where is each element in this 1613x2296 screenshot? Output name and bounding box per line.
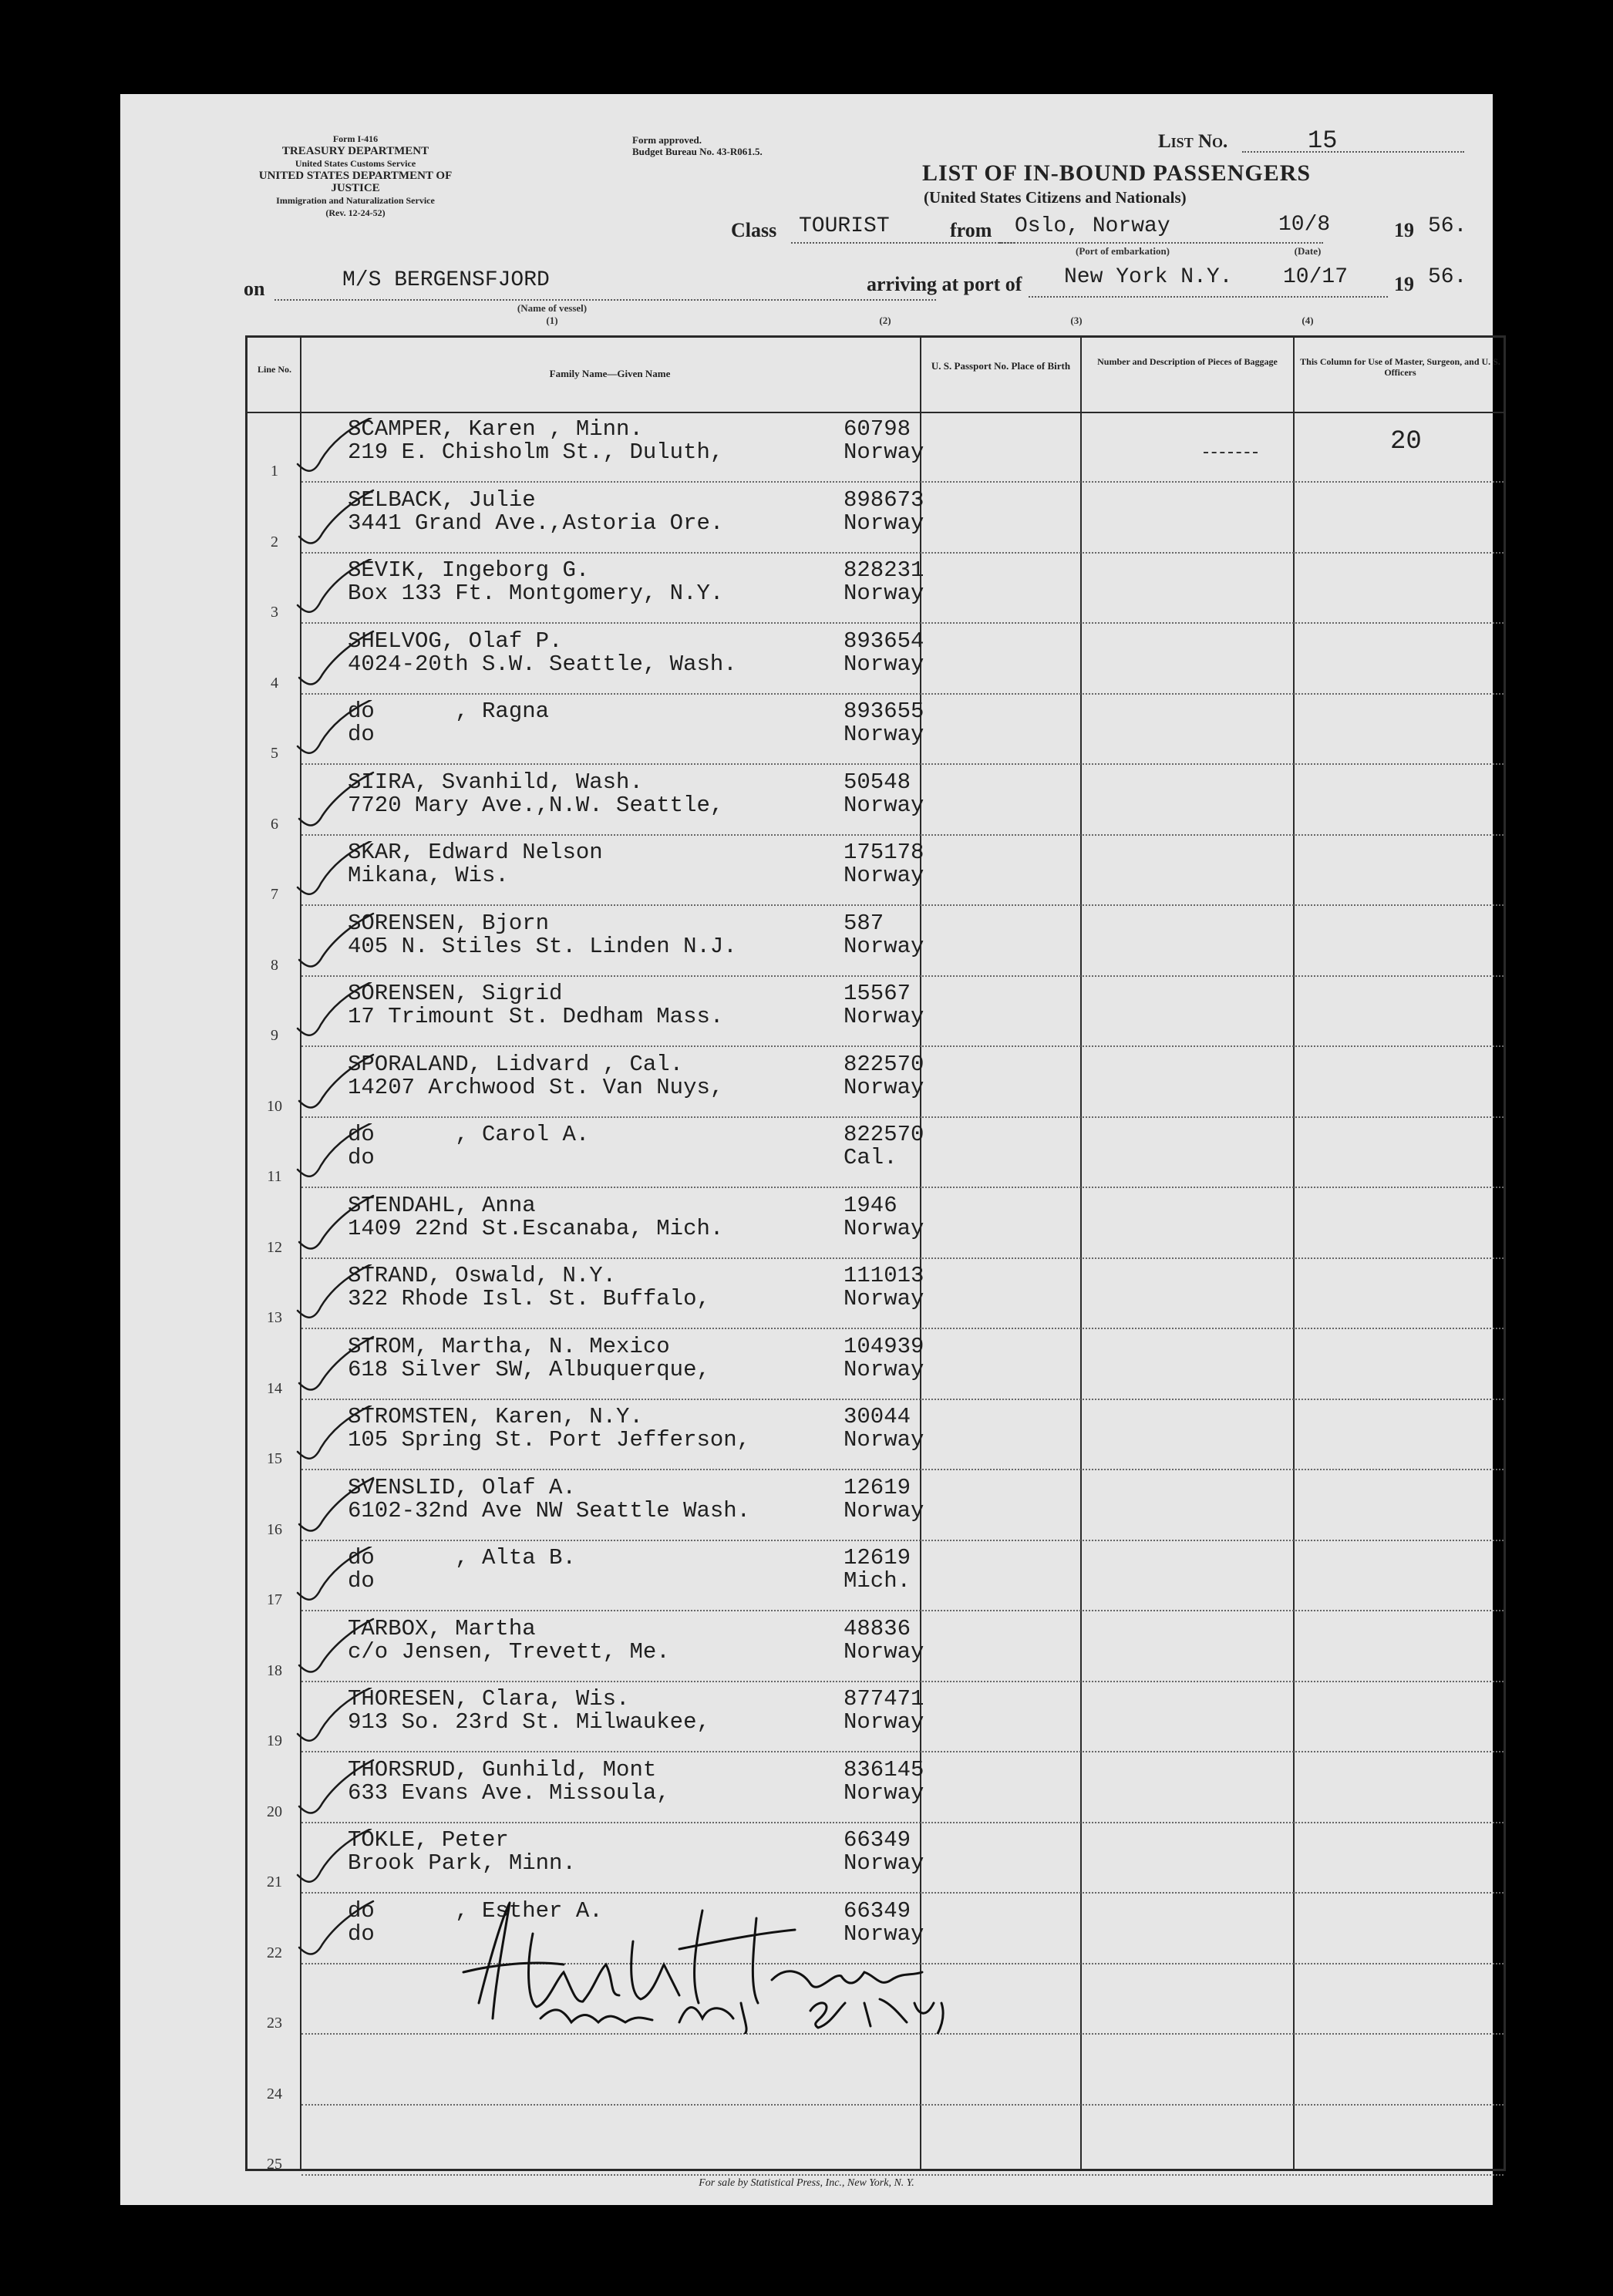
table-row — [248, 1190, 1504, 1261]
col-header-baggage: Number and Description of Pieces of Baggage — [1097, 356, 1278, 367]
passenger-name: do , Ragna — [348, 699, 550, 724]
table-row — [248, 2036, 1504, 2107]
passenger-address: 17 Trimount St. Dedham Mass. — [348, 1004, 724, 1029]
port-caption: (Port of embarkation) — [1075, 245, 1170, 257]
check-mark-icon — [290, 1053, 375, 1115]
passenger-address: Mikana, Wis. — [348, 863, 509, 888]
table-row — [248, 1824, 1504, 1895]
check-mark-icon — [290, 1900, 375, 1961]
place-of-birth: Cal. — [844, 1145, 897, 1170]
officer-note: 20 — [1390, 427, 1422, 456]
row-rule — [301, 1187, 1504, 1188]
table-row — [248, 1119, 1504, 1190]
line-number: 13 — [267, 1309, 282, 1326]
line-number: 15 — [267, 1450, 282, 1467]
passenger-name: THORSRUD, Gunhild, Mont — [348, 1756, 657, 1783]
passenger-address: do — [348, 1568, 375, 1594]
passenger-name: STENDAHL, Anna — [348, 1192, 536, 1218]
col-num-3: (3) — [1070, 315, 1083, 326]
table-row — [248, 413, 1504, 484]
row-rule — [301, 622, 1504, 624]
row-rule — [301, 2104, 1504, 2106]
line-number: 14 — [267, 1379, 282, 1397]
list-no-label: List No. — [1158, 131, 1228, 152]
vessel-name: M/S BERGENSFJORD — [342, 268, 550, 292]
arrival-date: 10/17 — [1283, 265, 1349, 289]
check-mark-icon — [290, 1829, 375, 1890]
check-mark-icon — [290, 489, 375, 550]
form-department-block — [236, 133, 475, 219]
arrival-port: New York N.Y. — [1064, 265, 1233, 289]
line-number: 10 — [267, 1097, 282, 1115]
from-value: Oslo, Norway — [1015, 214, 1170, 238]
class-label: Class — [731, 219, 777, 241]
arrival-line — [1029, 296, 1388, 298]
col-num-4: (4) — [1302, 315, 1314, 326]
line-number: 17 — [267, 1591, 282, 1608]
passenger-name: do , Esther A. — [348, 1897, 603, 1924]
col-header-line-no: Line No. — [257, 364, 291, 375]
passenger-address: 7720 Mary Ave.,N.W. Seattle, — [348, 792, 724, 818]
passenger-address: 105 Spring St. Port Jefferson, — [348, 1427, 751, 1453]
passport-number: 175178 — [844, 840, 924, 865]
passport-number: 587 — [844, 910, 884, 936]
row-rule — [301, 1681, 1504, 1682]
passport-number: 66349 — [844, 1827, 911, 1853]
budget-bureau: Budget Bureau No. 43-R061.5. — [632, 146, 763, 157]
arrival-year: 56. — [1428, 265, 1467, 289]
place-of-birth: Norway — [844, 581, 924, 606]
line-number: 25 — [267, 2156, 282, 2173]
passenger-address: 219 E. Chisholm St., Duluth, — [348, 439, 724, 465]
passenger-name: STROMSTEN, Karen, N.Y. — [348, 1404, 643, 1429]
col-header-name: Family Name—Given Name — [549, 368, 671, 379]
table-row — [248, 1260, 1504, 1331]
passenger-address: 6102-32nd Ave NW Seattle Wash. — [348, 1497, 751, 1523]
check-mark-icon — [290, 1618, 375, 1679]
row-rule — [301, 1751, 1504, 1752]
line-number: 22 — [267, 1944, 282, 1961]
row-rule — [301, 1045, 1504, 1047]
row-rule — [301, 1328, 1504, 1329]
passenger-name: STROM, Martha, N. Mexico — [348, 1333, 670, 1359]
passport-number: 111013 — [844, 1263, 924, 1288]
year-prefix: 19 — [1394, 219, 1414, 241]
line-number: 11 — [267, 1168, 282, 1185]
passenger-name: SCAMPER, Karen , Minn. — [348, 416, 643, 442]
place-of-birth: Norway — [844, 722, 924, 747]
line-number: 18 — [267, 1661, 282, 1679]
passport-number: 893654 — [844, 628, 924, 654]
passport-number: 12619 — [844, 1545, 911, 1571]
passenger-address: 4024-20th S.W. Seattle, Wash. — [348, 651, 737, 677]
table-row — [248, 1401, 1504, 1472]
line-number: 21 — [267, 1873, 282, 1890]
passenger-address: 1409 22nd St.Escanaba, Mich. — [348, 1215, 724, 1241]
customs-service: United States Customs Service — [295, 158, 416, 169]
line-number: 7 — [271, 886, 278, 903]
passenger-address: 405 N. Stiles St. Linden N.J. — [348, 933, 737, 959]
check-mark-icon — [290, 841, 375, 903]
passenger-address: c/o Jensen, Trevett, Me. — [348, 1638, 670, 1665]
check-mark-icon — [290, 912, 375, 974]
place-of-birth: Norway — [844, 1921, 924, 1947]
passport-number: 1946 — [844, 1192, 897, 1218]
page-subtitle: (United States Citizens and Nationals) — [924, 188, 1187, 207]
col-header-officers: This Column for Use of Master, Surgeon, and U. S. Officers — [1300, 356, 1500, 378]
place-of-birth: Norway — [844, 792, 924, 818]
table-row — [248, 766, 1504, 837]
passenger-name: SIIRA, Svanhild, Wash. — [348, 769, 643, 795]
passport-number: 898673 — [844, 486, 924, 513]
vessel-caption: (Name of vessel) — [517, 302, 588, 314]
line-number: 24 — [267, 2085, 282, 2102]
arrival-year-prefix: 19 — [1394, 273, 1414, 295]
from-line — [999, 242, 1323, 244]
passport-number: 50548 — [844, 769, 911, 795]
passport-number: 60798 — [844, 416, 911, 442]
check-mark-icon — [290, 1194, 375, 1256]
passport-number: 12619 — [844, 1474, 911, 1500]
check-mark-icon — [290, 1123, 375, 1185]
place-of-birth: Norway — [844, 863, 924, 888]
passenger-name: SHELVOG, Olaf P. — [348, 628, 563, 654]
line-number: 4 — [271, 674, 278, 692]
place-of-birth: Norway — [844, 1356, 924, 1382]
table-row — [248, 1754, 1504, 1825]
passenger-name: THORESEN, Clara, Wis. — [348, 1686, 630, 1712]
table-row — [248, 1683, 1504, 1754]
line-number: 1 — [271, 463, 278, 480]
passenger-name: SORENSEN, Bjorn — [348, 910, 550, 936]
check-mark-icon — [290, 700, 375, 762]
place-of-birth: Norway — [844, 1638, 924, 1665]
passport-number: 828231 — [844, 557, 924, 583]
table-row — [248, 1542, 1504, 1613]
passenger-name: TARBOX, Martha — [348, 1615, 536, 1641]
passport-number: 893655 — [844, 699, 924, 724]
place-of-birth: Norway — [844, 1427, 924, 1453]
approval-block — [632, 134, 817, 157]
place-of-birth: Norway — [844, 1286, 924, 1311]
table-row — [248, 484, 1504, 555]
passenger-address: 3441 Grand Ave.,Astoria Ore. — [348, 510, 724, 536]
row-rule — [301, 1822, 1504, 1823]
place-of-birth: Norway — [844, 1497, 924, 1523]
line-number: 9 — [271, 1027, 278, 1044]
passenger-name: STRAND, Oswald, N.Y. — [348, 1263, 617, 1288]
place-of-birth: Norway — [844, 933, 924, 959]
line-number: 19 — [267, 1732, 282, 1749]
row-rule — [301, 763, 1504, 765]
passenger-address: do — [348, 1145, 375, 1170]
passenger-address: 633 Evans Ave. Missoula, — [348, 1779, 670, 1806]
row-rule — [301, 904, 1504, 906]
table-row — [248, 2106, 1504, 2177]
table-row — [248, 1049, 1504, 1119]
table-row — [248, 554, 1504, 625]
class-line — [791, 242, 1015, 244]
table-row — [248, 978, 1504, 1049]
passport-number: 836145 — [844, 1756, 924, 1783]
passenger-name: do , Alta B. — [348, 1545, 576, 1571]
place-of-birth: Norway — [844, 651, 924, 677]
table-row — [248, 1472, 1504, 1543]
vessel-line — [274, 299, 936, 301]
check-mark-icon — [290, 1406, 375, 1467]
check-mark-icon — [290, 771, 375, 833]
passport-number: 104939 — [844, 1333, 924, 1359]
col-num-1: (1) — [546, 315, 558, 326]
table-row — [248, 907, 1504, 978]
row-rule — [301, 2174, 1504, 2176]
check-mark-icon — [290, 1264, 375, 1326]
passenger-name: SORENSEN, Sigrid — [348, 981, 563, 1006]
passenger-address: do — [348, 1921, 375, 1947]
check-mark-icon — [290, 1335, 375, 1397]
date-caption: (Date) — [1294, 245, 1322, 257]
form-approved: Form approved. — [632, 134, 702, 146]
passenger-name: SPORALAND, Lidvard , Cal. — [348, 1051, 684, 1077]
check-mark-icon — [290, 1759, 375, 1820]
check-mark-icon — [290, 559, 375, 621]
passenger-name: do , Carol A. — [348, 1122, 590, 1147]
line-number: 23 — [267, 2015, 282, 2032]
passport-number: 30044 — [844, 1404, 911, 1429]
passenger-name: SEVIK, Ingeborg G. — [348, 557, 590, 583]
check-mark-icon — [290, 630, 375, 692]
check-mark-icon — [290, 982, 375, 1044]
passenger-address: 322 Rhode Isl. St. Buffalo, — [348, 1286, 710, 1311]
row-rule — [301, 1540, 1504, 1541]
check-mark-icon — [290, 1547, 375, 1608]
inspector-signature — [448, 1887, 972, 2034]
row-rule — [301, 1610, 1504, 1611]
row-rule — [301, 1257, 1504, 1259]
table-row — [248, 625, 1504, 696]
place-of-birth: Norway — [844, 1709, 924, 1735]
arriving-label: arriving at port of — [867, 273, 1022, 295]
departure-date: 10/8 — [1278, 213, 1331, 237]
passport-number: 822570 — [844, 1051, 924, 1077]
passenger-name: SVENSLID, Olaf A. — [348, 1474, 576, 1500]
row-rule — [301, 552, 1504, 554]
table-row — [248, 1613, 1504, 1684]
place-of-birth: Norway — [844, 439, 924, 465]
check-mark-icon — [290, 1688, 375, 1749]
line-number: 5 — [271, 745, 278, 762]
passport-number: 66349 — [844, 1897, 911, 1924]
place-of-birth: Norway — [844, 510, 924, 536]
row-rule — [301, 1469, 1504, 1470]
line-number: 16 — [267, 1520, 282, 1538]
year-value: 56. — [1428, 214, 1467, 238]
line-number: 6 — [271, 815, 278, 833]
table-row — [248, 695, 1504, 766]
line-number: 3 — [271, 604, 278, 621]
passenger-name: TOKLE, Peter — [348, 1827, 509, 1853]
passport-number: 15567 — [844, 981, 911, 1006]
line-number: 2 — [271, 533, 278, 550]
col-num-2: (2) — [879, 315, 891, 326]
form-number: Form I-416 — [332, 133, 379, 144]
passenger-table — [245, 335, 1506, 2171]
passenger-name: SELBACK, Julie — [348, 486, 536, 513]
footer-printer: For sale by Statistical Press, Inc., New York, N. Y. — [699, 2177, 914, 2189]
manifest-page — [120, 94, 1500, 2205]
justice-dept: UNITED STATES DEPARTMENT OF JUSTICE — [258, 170, 453, 194]
place-of-birth: Norway — [844, 1215, 924, 1241]
passport-number: 48836 — [844, 1615, 911, 1641]
line-number: 8 — [271, 956, 278, 974]
treasury-dept: TREASURY DEPARTMENT — [281, 145, 429, 157]
passenger-address: Box 133 Ft. Montgomery, N.Y. — [348, 581, 724, 606]
passport-number: 877471 — [844, 1686, 924, 1712]
list-no-value: 15 — [1308, 126, 1338, 155]
passenger-address: 618 Silver SW, Albuquerque, — [348, 1356, 710, 1382]
page-title: LIST OF IN-BOUND PASSENGERS — [922, 160, 1312, 186]
passenger-address: 913 So. 23rd St. Milwaukee, — [348, 1709, 710, 1735]
col-header-passport: U. S. Passport No. Place of Birth — [931, 360, 1071, 372]
class-value: TOURIST — [799, 214, 890, 238]
revision: (Rev. 12-24-52) — [325, 207, 386, 218]
list-no-line — [1242, 151, 1464, 153]
place-of-birth: Norway — [844, 1074, 924, 1100]
line-number: 20 — [267, 1803, 282, 1820]
check-mark-icon — [290, 1476, 375, 1538]
check-mark-icon — [290, 418, 375, 480]
row-rule — [301, 975, 1504, 977]
from-label: from — [950, 219, 992, 241]
row-rule — [301, 834, 1504, 836]
on-label: on — [244, 278, 265, 300]
place-of-birth: Norway — [844, 1004, 924, 1029]
row-rule — [301, 1116, 1504, 1118]
row-rule — [301, 481, 1504, 483]
passenger-address: Brook Park, Minn. — [348, 1850, 576, 1876]
row-rule — [301, 1399, 1504, 1400]
line-number: 12 — [267, 1238, 282, 1256]
table-row — [248, 1331, 1504, 1402]
passenger-name: SKAR, Edward Nelson — [348, 840, 603, 865]
table-row — [248, 837, 1504, 907]
place-of-birth: Mich. — [844, 1568, 911, 1594]
place-of-birth: Norway — [844, 1779, 924, 1806]
ins-service: Immigration and Naturalization Service — [276, 195, 435, 206]
row-rule — [301, 693, 1504, 695]
passenger-address: do — [348, 722, 375, 747]
place-of-birth: Norway — [844, 1850, 924, 1876]
passport-number: 822570 — [844, 1122, 924, 1147]
passenger-address: 14207 Archwood St. Van Nuys, — [348, 1074, 724, 1100]
